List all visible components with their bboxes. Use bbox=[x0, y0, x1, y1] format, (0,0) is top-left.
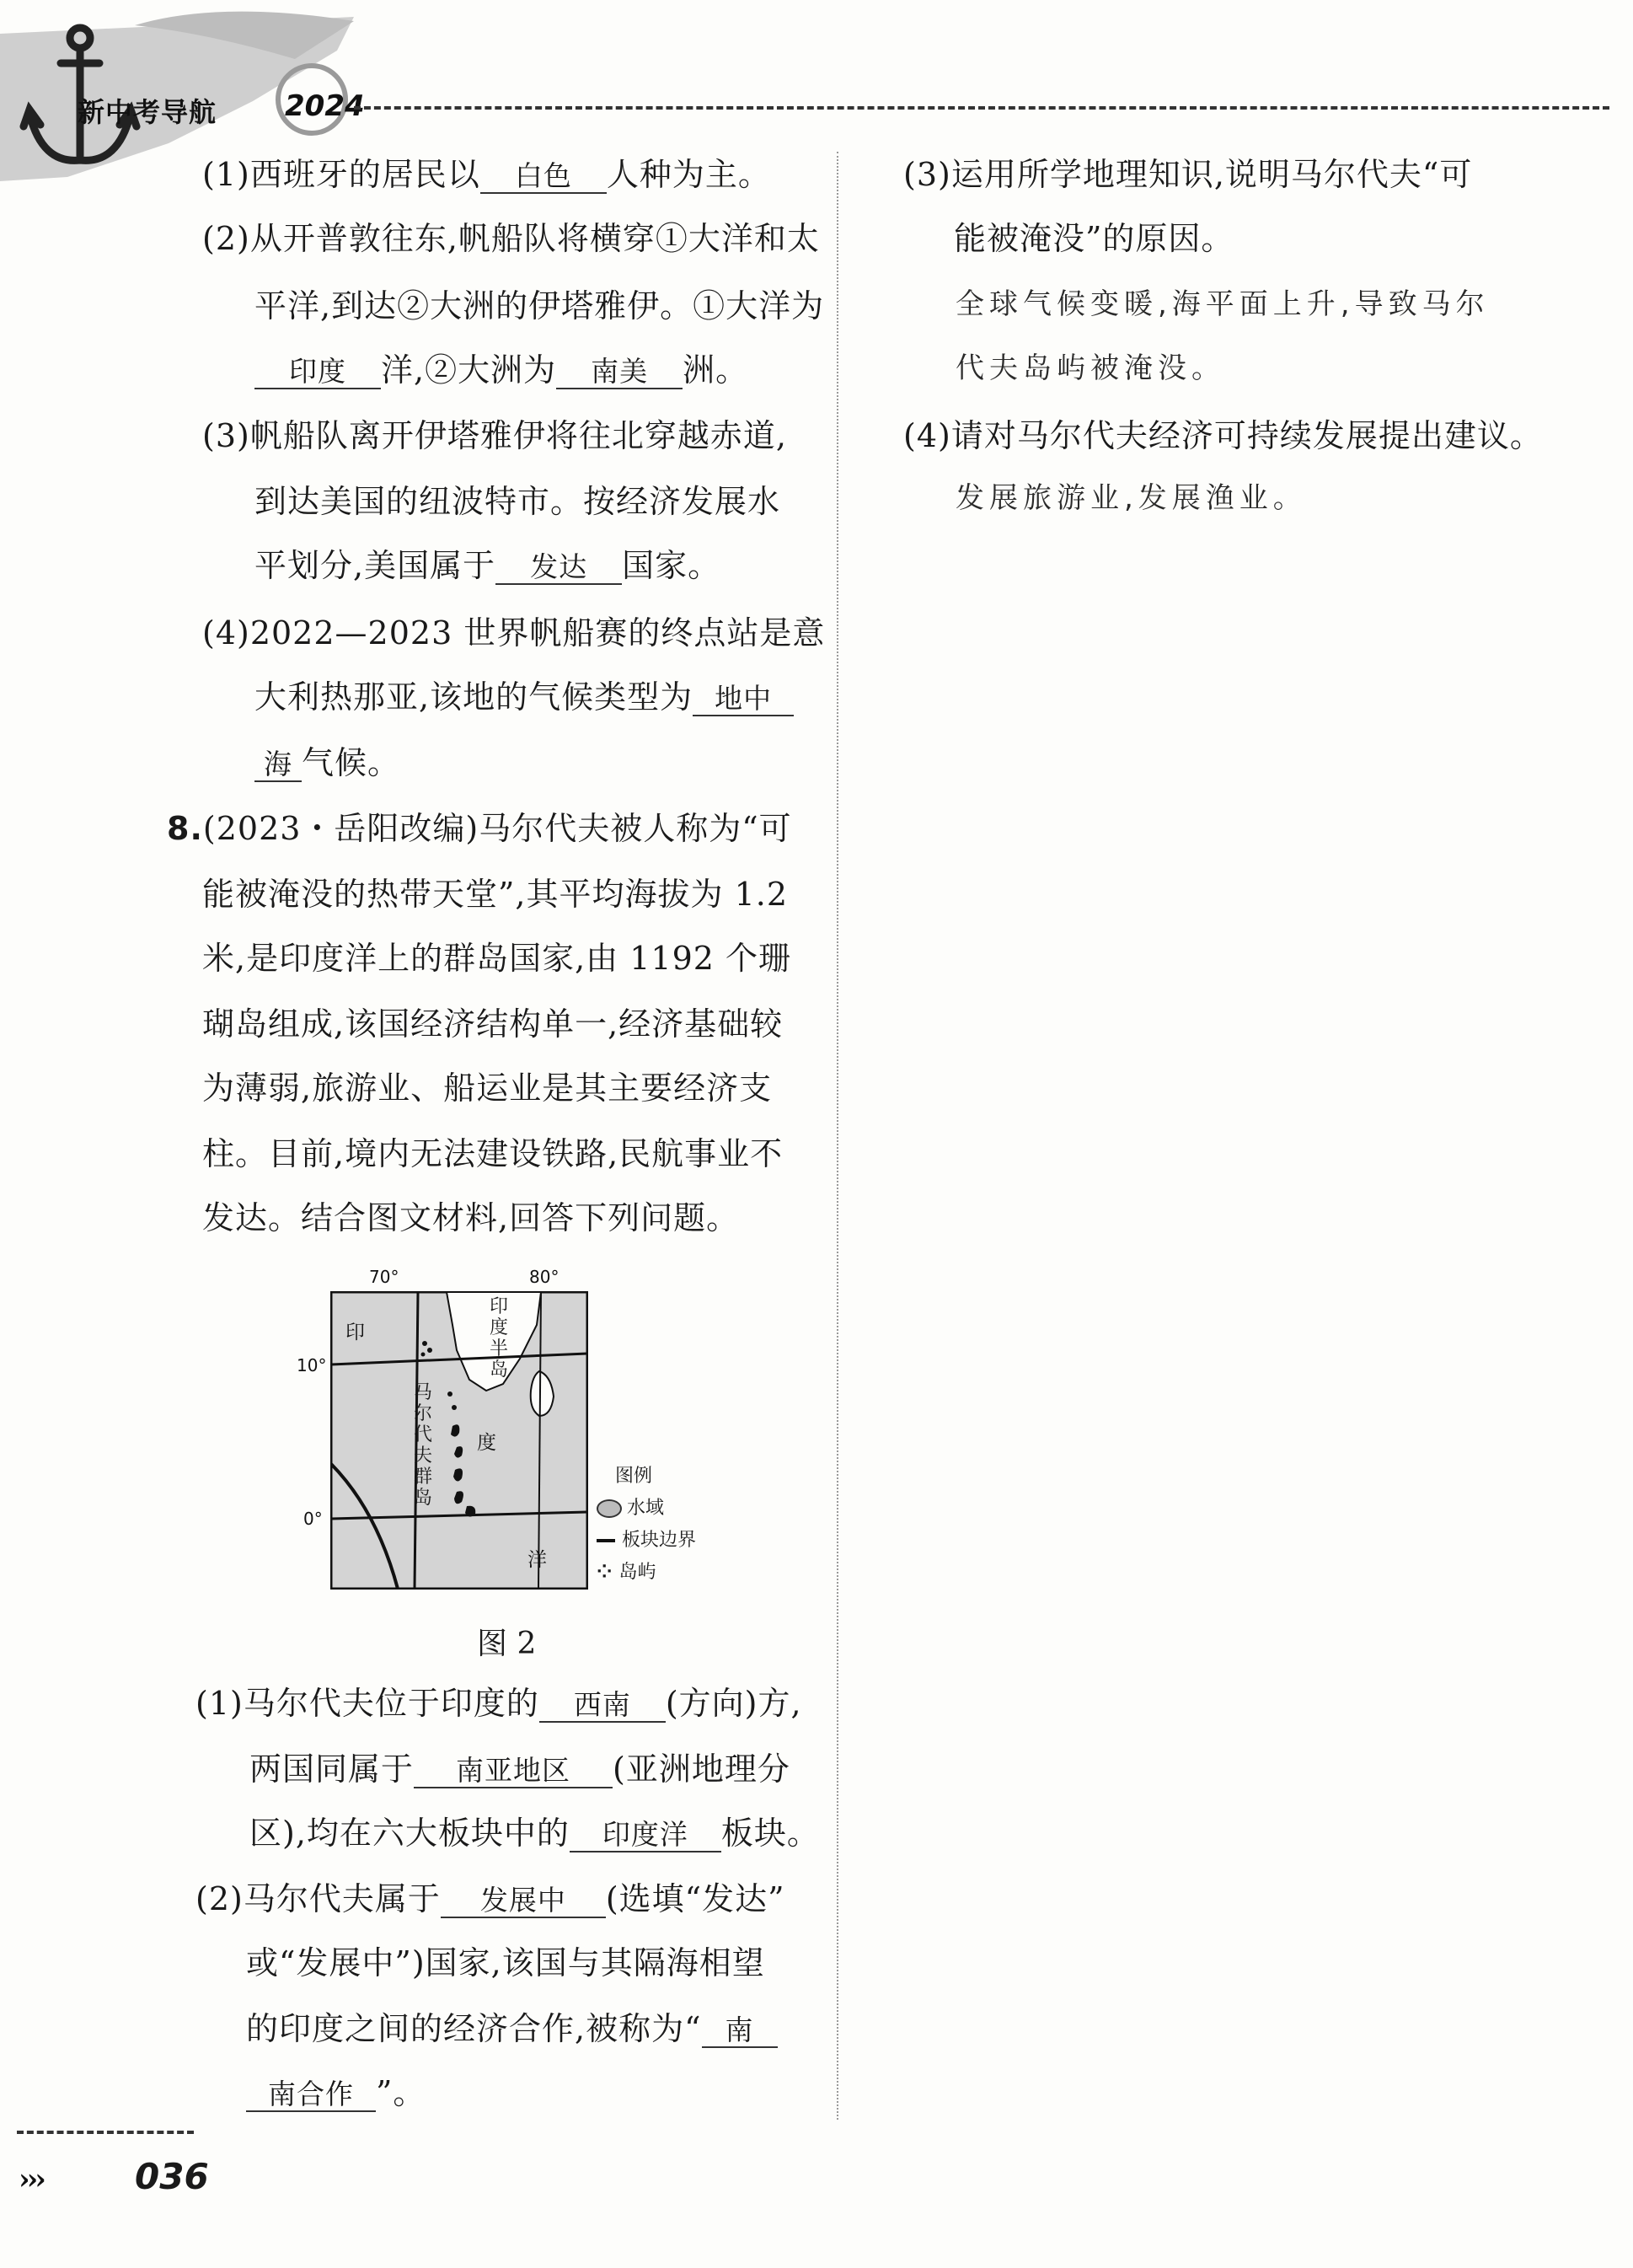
q8-1-line1: (1)马尔代夫位于印度的 西南 (方向)方, bbox=[195, 1685, 802, 1722]
map-label-maldives: 马 尔 代 夫 群 岛 bbox=[413, 1382, 432, 1509]
q7-2-line2: 平洋,到达②大洲的伊塔雅伊。①大洋为 bbox=[254, 287, 825, 324]
answer-blank: 白色 bbox=[480, 162, 607, 194]
page-number: 036 bbox=[135, 2156, 209, 2197]
answer-blank: 南 bbox=[702, 2016, 778, 2048]
answer-blank: 南美 bbox=[556, 357, 683, 389]
right-q4-line1: (4)请对马尔代夫经济可持续发展提出建议。 bbox=[903, 417, 1543, 454]
q8-line4: 瑚岛组成,该国经济结构单一,经济基础较 bbox=[202, 1005, 784, 1043]
q7-3-line2: 到达美国的纽波特市。按经济发展水 bbox=[254, 483, 781, 520]
answer-blank: 地中 bbox=[693, 684, 794, 716]
q7-4-line2: 大利热那亚,该地的气候类型为 地中 bbox=[254, 681, 794, 716]
answer-blank: 发达 bbox=[495, 553, 622, 585]
q8-1-line3: 区),均在六大板块中的 印度洋 板块。 bbox=[249, 1815, 820, 1852]
figure-caption: 图 2 bbox=[477, 1627, 537, 1661]
lat-0-label: 0° bbox=[303, 1509, 323, 1529]
q8-line6: 柱。目前,境内无法建设铁路,民航事业不 bbox=[202, 1135, 784, 1172]
lon-80-label: 80° bbox=[529, 1267, 560, 1287]
right-q3-answer-line2: 代夫岛屿被淹没。 bbox=[956, 351, 1225, 385]
lon-70-label: 70° bbox=[369, 1267, 399, 1287]
map-label-yang: 洋 bbox=[527, 1549, 547, 1571]
q8-2-line2: 或“发展中”)国家,该国与其隔海相望 bbox=[246, 1944, 765, 1981]
island-icon: ⁘ bbox=[597, 1562, 613, 1583]
q8-line7: 发达。结合图文材料,回答下列问题。 bbox=[202, 1199, 740, 1236]
q8-2-line3: 的印度之间的经济合作,被称为“ 南 bbox=[246, 2013, 778, 2048]
answer-blank: 印度洋 bbox=[570, 1820, 721, 1852]
q7-1: (1)西班牙的居民以 白色 人种为主。 bbox=[202, 156, 771, 193]
answer-blank: 南合作 bbox=[246, 2080, 376, 2112]
legend-water: 水域 bbox=[597, 1493, 664, 1520]
map-label-du: 度 bbox=[477, 1432, 496, 1454]
q7-2-line3: 印度 洋,②大洲为 南美 洲。 bbox=[254, 354, 748, 389]
answer-blank: 西南 bbox=[539, 1691, 666, 1723]
q7-4-line3: 海 气候。 bbox=[254, 747, 400, 782]
right-q4-answer: 发展旅游业,发展渔业。 bbox=[956, 481, 1307, 515]
answer-blank: 发展中 bbox=[441, 1886, 606, 1918]
legend-title: 图例 bbox=[615, 1466, 653, 1487]
series-title: 新中考导航 bbox=[78, 96, 217, 128]
right-q3-answer-line1: 全球气候变暖,海平面上升,导致马尔 bbox=[956, 287, 1490, 321]
q8-line2: 能被淹没的热带天堂”,其平均海拔为 1.2 bbox=[202, 876, 789, 913]
map-label-indian-peninsula: 印 度 半 岛 bbox=[489, 1296, 508, 1381]
q8-1-line2: 两国同属于 南亚地区 (亚洲地理分 bbox=[249, 1751, 790, 1788]
series-year: 2024 bbox=[285, 89, 365, 123]
header-divider bbox=[354, 106, 1609, 110]
footer-divider bbox=[17, 2131, 194, 2134]
q8-line1: 8.(2023・岳阳改编)马尔代夫被人称为“可 bbox=[167, 810, 792, 847]
q7-3-line1: (3)帆船队离开伊塔雅伊将往北穿越赤道, bbox=[202, 417, 787, 454]
page-arrows-icon: ››› bbox=[19, 2163, 43, 2196]
q8-line5: 为薄弱,旅游业、船运业是其主要经济支 bbox=[202, 1070, 773, 1107]
plate-boundary-icon bbox=[597, 1539, 615, 1542]
maldives-map bbox=[330, 1291, 588, 1590]
legend-island: ⁘ 岛屿 bbox=[597, 1562, 656, 1583]
right-q3-line1: (3)运用所学地理知识,说明马尔代夫“可 bbox=[903, 156, 1473, 193]
q7-3-line3: 平划分,美国属于 发达 国家。 bbox=[254, 547, 721, 584]
q8-2-line4: 南合作 ”。 bbox=[246, 2077, 426, 2112]
water-swatch-icon bbox=[597, 1499, 622, 1518]
answer-blank: 印度 bbox=[254, 357, 381, 389]
question-number: 8. bbox=[167, 810, 203, 847]
right-q3-line2: 能被淹没”的原因。 bbox=[954, 220, 1234, 257]
lat-10-label: 10° bbox=[297, 1355, 327, 1375]
map-label-yin: 印 bbox=[345, 1322, 365, 1343]
q8-2-line1: (2)马尔代夫属于 发展中 (选填“发达” bbox=[195, 1880, 785, 1917]
q8-line3: 米,是印度洋上的群岛国家,由 1192 个珊 bbox=[202, 940, 792, 977]
column-divider bbox=[837, 152, 838, 2120]
answer-blank: 海 bbox=[254, 750, 302, 782]
answer-blank: 南亚地区 bbox=[414, 1756, 613, 1788]
q7-2-line1: (2)从开普敦往东,帆船队将横穿①大洋和太 bbox=[202, 220, 820, 257]
legend-plate-boundary: 板块边界 bbox=[597, 1525, 696, 1552]
q7-4-line1: (4)2022—2023 世界帆船赛的终点站是意 bbox=[202, 614, 826, 651]
